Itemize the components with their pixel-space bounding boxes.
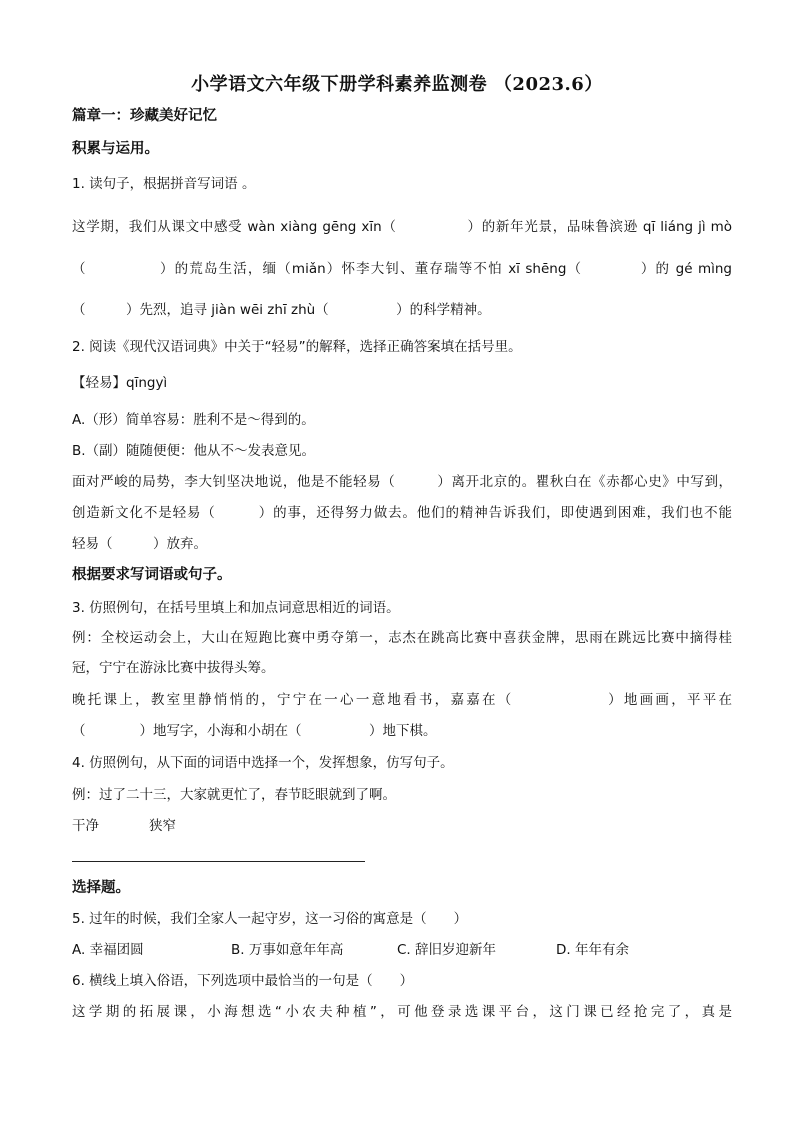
question-2-line: 轻易（ ）放弃。 [72, 536, 207, 552]
question-6-stem: 6. 横线上填入俗语，下列选项中最恰当的一句是（ ） [72, 973, 414, 989]
question-4-stem: 4. 仿照例句，从下面的词语中选择一个，发挥想象，仿写句子。 [72, 755, 454, 771]
definition-a: A.（形）简单容易：胜利不是～得到的。 [72, 412, 315, 428]
question-1-line: （ ）的荒岛生活，缅（miǎn）怀李大钊、董存瑞等不怕 xī shēng（ ）的 gé mìng [72, 261, 732, 277]
question-5-stem: 5. 过年的时候，我们全家人一起守岁，这一习俗的寓意是（ ） [72, 911, 468, 927]
page-title: 小学语文六年级下册学科素养监测卷 （2023.6） [191, 74, 603, 95]
question-1-line: 这学期，我们从课文中感受 wàn xiàng gēng xīn（ ）的新年光景，品味鲁滨逊 qī liáng jì mò [72, 219, 732, 235]
answer-line [72, 861, 365, 862]
question-6-line: 这学期的拓展课，小海想选“小农夫种植”，可他登录选课平台，这门课已经抢完了，真是 [72, 1004, 732, 1020]
option-d: D. 年年有余 [556, 942, 629, 958]
word-option: 干净 [72, 818, 99, 834]
question-2-stem: 2. 阅读《现代汉语词典》中关于“轻易”的解释，选择正确答案填在括号里。 [72, 339, 522, 355]
option-b: B. 万事如意年年高 [231, 942, 344, 958]
question-3-example-line: 冠，宁宁在游泳比赛中拔得头筹。 [72, 660, 275, 676]
word-option: 狭窄 [149, 818, 176, 834]
dictionary-entry: 【轻易】qīngyì [72, 375, 168, 391]
question-5-options [72, 940, 732, 960]
option-a: A. 幸福团圆 [72, 942, 144, 958]
question-3-example-line: 例：全校运动会上，大山在短跑比赛中勇夺第一，志杰在跳高比赛中喜获金牌，思雨在跳远比赛中摘得桂 [72, 630, 732, 646]
question-2-line: 面对严峻的局势，李大钊坚决地说，他是不能轻易（ ）离开北京的。瞿秋白在《赤都心史》中写到， [72, 474, 732, 490]
question-3-stem: 3. 仿照例句，在括号里填上和加点词意思相近的词语。 [72, 600, 400, 616]
section-heading-writing: 根据要求写词语或句子。 [72, 566, 232, 583]
question-3-line: （ ）地写字，小海和小胡在（ ）地下棋。 [72, 723, 437, 739]
question-1-stem: 1. 读句子，根据拼音写词语 。 [72, 176, 256, 192]
question-2-line: 创造新文化不是轻易（ ）的事，还得努力做去。他们的精神告诉我们，即使遇到困难，我们也不能 [72, 505, 732, 521]
question-4-example: 例：过了二十三，大家就更忙了，春节眨眼就到了啊。 [72, 787, 396, 803]
section-heading-choice: 选择题。 [72, 879, 130, 896]
definition-b: B.（副）随随便便：他从不～发表意见。 [72, 443, 316, 459]
question-3-line: 晚托课上，教室里静悄悄的，宁宁在一心一意地看书，嘉嘉在（ ）地画画，平平在 [72, 692, 732, 708]
option-c: C. 辞旧岁迎新年 [397, 942, 497, 958]
section-heading-accumulation: 积累与运用。 [72, 140, 159, 157]
question-4-words [72, 816, 732, 836]
question-1-line: （ ）先烈，追寻 jiàn wēi zhī zhù（ ）的科学精神。 [72, 302, 491, 318]
chapter-heading: 篇章一：珍藏美好记忆 [72, 107, 217, 124]
